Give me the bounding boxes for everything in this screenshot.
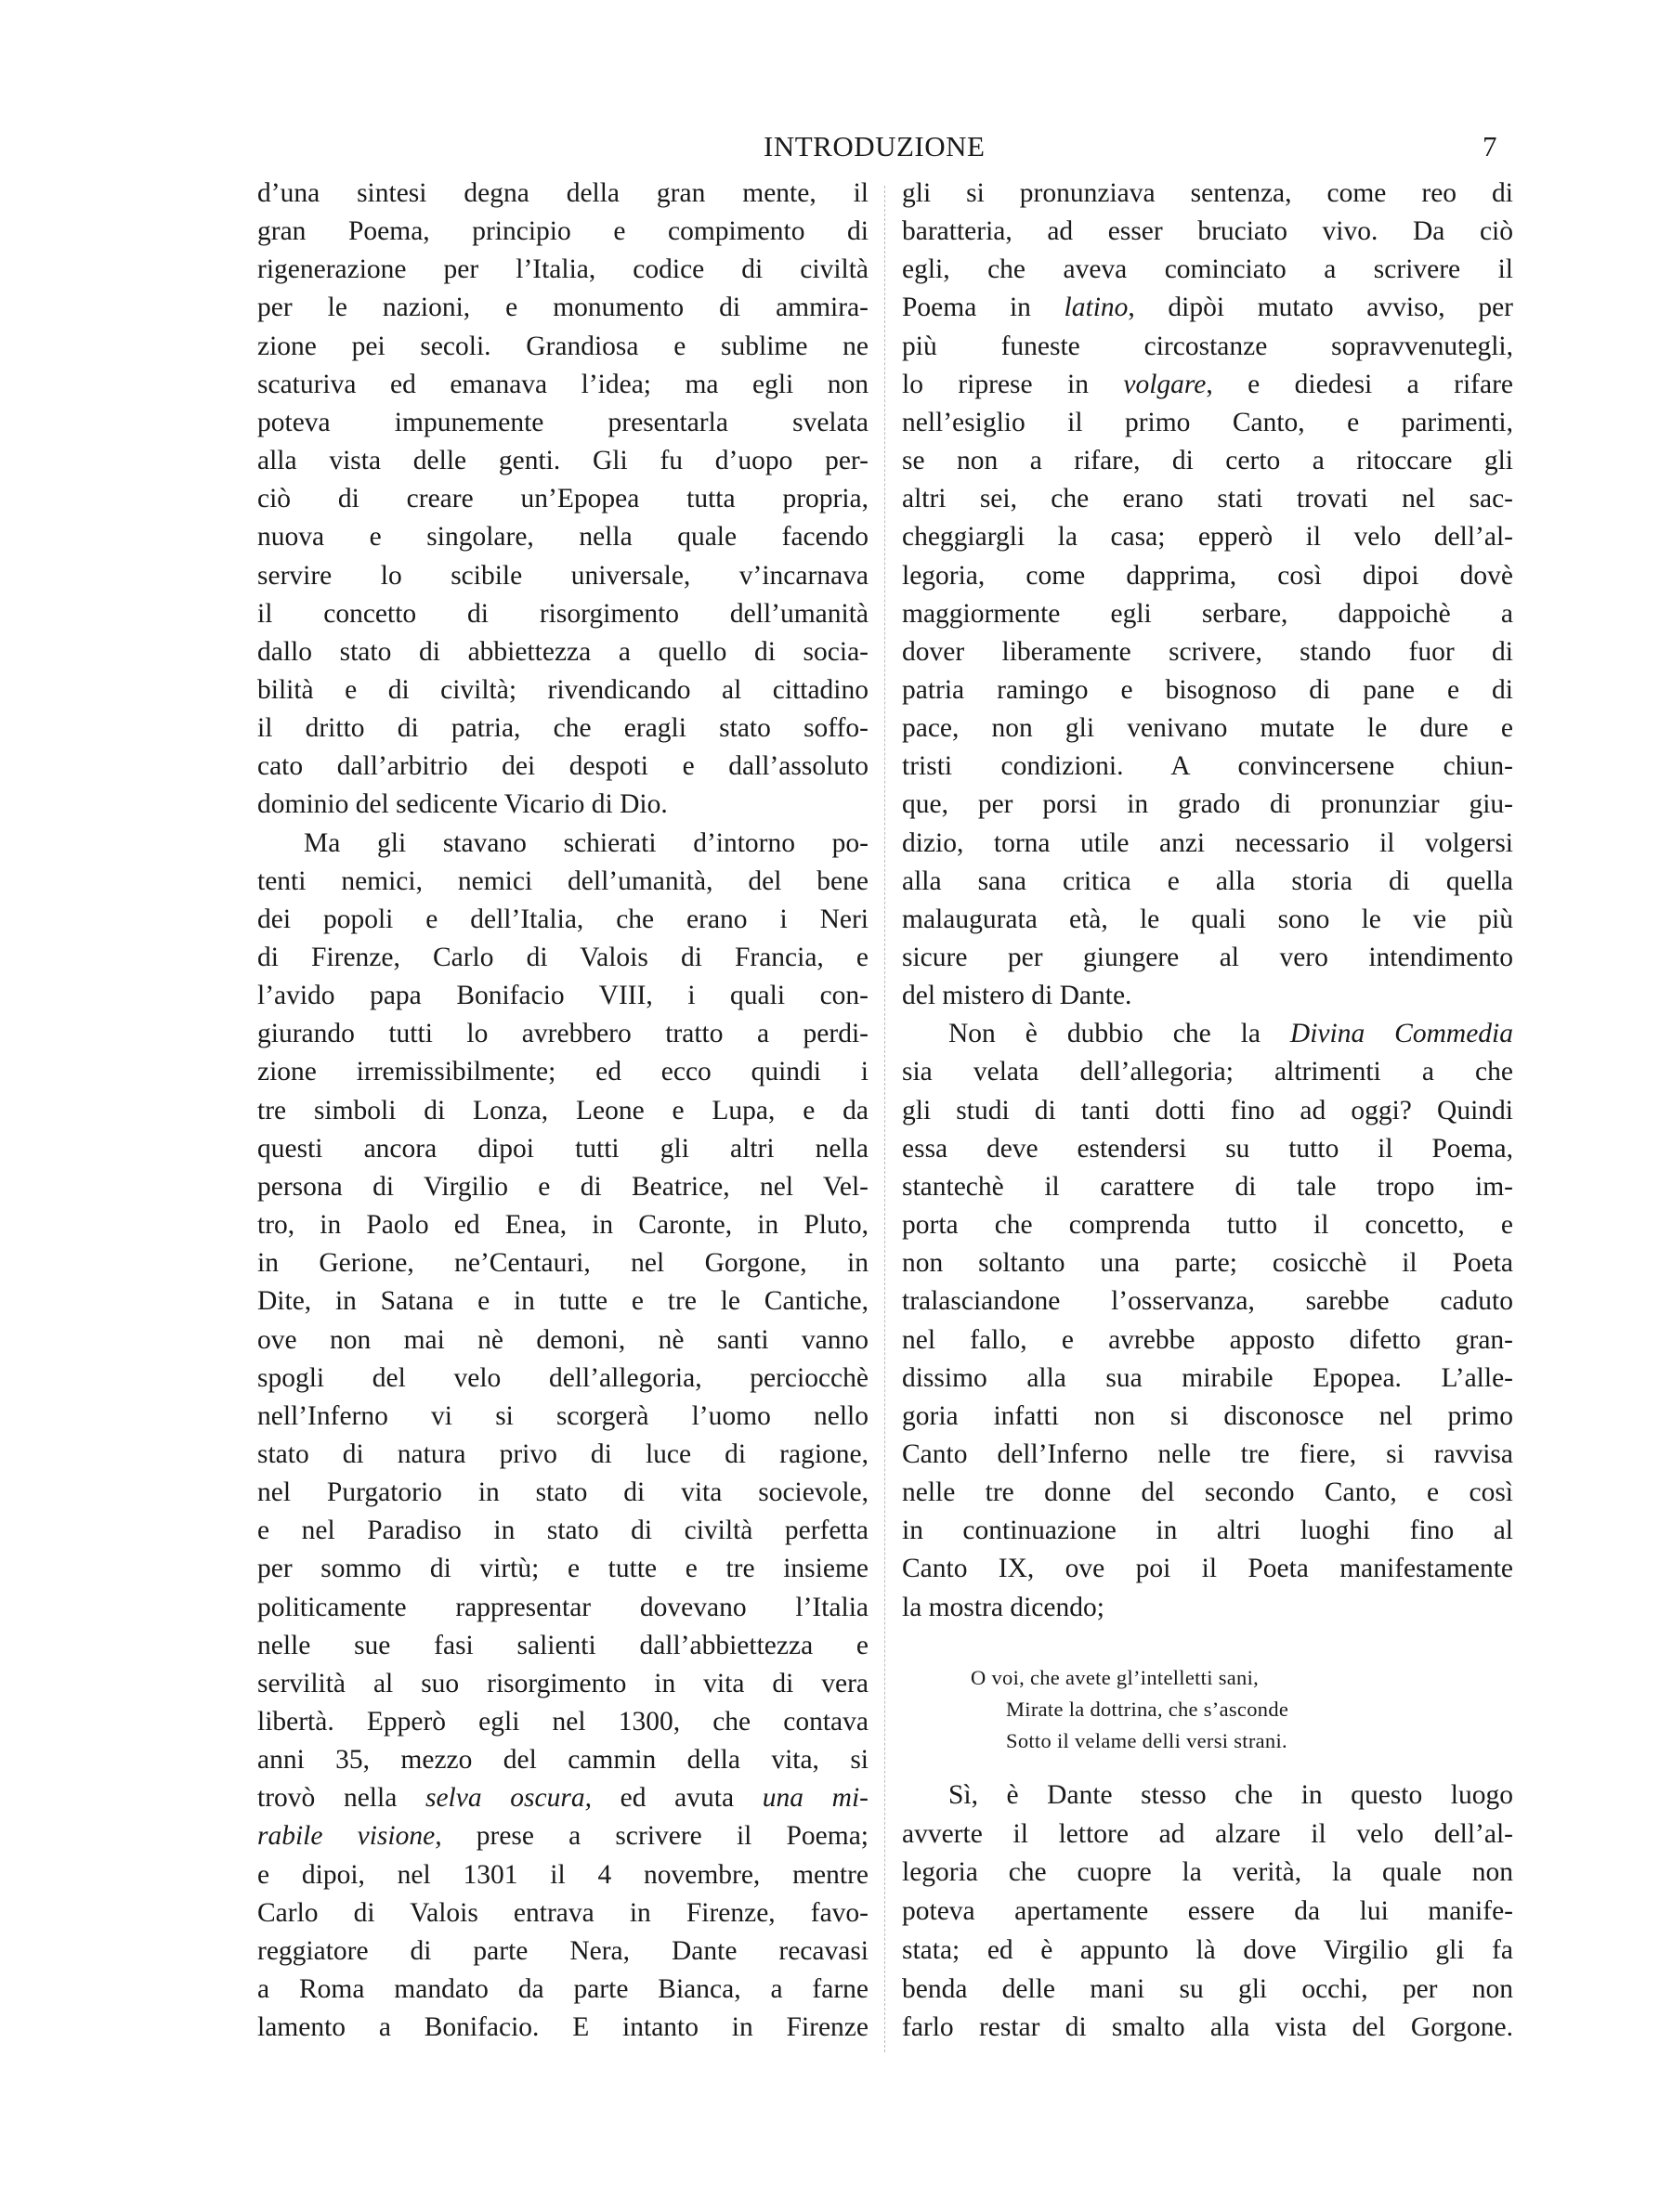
text-line: Canto dell’Inferno nelle tre fiere, si ravvisa [902,1438,1513,1469]
italic-text: Divina Commedia [1289,1019,1513,1049]
text-segment: ed avuta [591,1783,763,1814]
text-line [902,1017,1513,1050]
text-line: poteva impunemente presentarla svelata [257,407,869,437]
text-line [257,1819,869,1853]
text-line: baratteria, ad esser bruciato vivo. Da ciò [902,216,1513,247]
text-line: gli studi di tanti dotti fino ad oggi? Quindi [902,1095,1513,1126]
text-line: d’una sintesi degna della gran mente, il [257,178,869,208]
text-line: alla sana critica e alla storia di quella [902,865,1513,896]
text-line: servire lo scibile universale, v’incarnava [257,560,869,591]
text-line: nel fallo, e avrebbe apposto difetto gran- [902,1324,1513,1355]
italic-text: rabile visione, [257,1821,442,1852]
text-line: pace, non gli venivano mutate le dure e [902,713,1513,744]
text-line: tristi condizioni. A convincersene chiun- [902,751,1513,782]
text-line: avverte il lettore ad alzare il velo dell’al- [902,1818,1513,1849]
text-line: libertà. Epperò egli nel 1300, che contava [257,1707,869,1737]
text-line: tralasciandone l’osservanza, sarebbe caduto [902,1286,1513,1317]
verse-line: Sotto il velame delli versi strani. [1006,1729,1287,1752]
text-line: più funeste circostanze sopravvenutegli, [902,331,1513,361]
text-line: dover liberamente scrivere, stando fuor di [902,636,1513,667]
text-line: per le nazioni, e monumento di ammira- [257,293,869,323]
text-line: per sommo di virtù; e tutte e tre insieme [257,1554,869,1584]
text-line: tro, in Paolo ed Enea, in Caronte, in Pluto, [257,1210,869,1241]
text-line: dallo stato di abbiettezza a quello di socia- [257,636,869,667]
text-line: malaugurata età, le quali sono le vie più [902,904,1513,934]
text-line: persona di Virgilio e di Beatrice, nel Vel- [257,1171,869,1202]
text-line: altri sei, che erano stati trovati nel sac- [902,484,1513,514]
column-divider [884,186,885,2052]
text-line: stantechè il carattere di tale tropo im- [902,1171,1513,1202]
text-line: in Gerione, ne’Centauri, nel Gorgone, in [257,1248,869,1279]
text-line: e dipoi, nel 1301 il 4 novembre, mentre [257,1859,869,1890]
text-line: tenti nemici, nemici dell’umanità, del bene [257,865,869,896]
text-line: lamento a Bonifacio. E intanto in Firenze [257,2012,869,2043]
text-line: nelle tre donne del secondo Canto, e così [902,1477,1513,1508]
text-line: ciò di creare un’Epopea tutta propria, [257,484,869,514]
italic-text: volgare [1123,369,1207,399]
text-segment: lo riprese in [902,369,1124,399]
text-line: a Roma mandato da parte Bianca, a farne [257,1974,869,2005]
text-line: non soltanto una parte; cosicchè il Poeta [902,1248,1513,1279]
italic-text: selva oscura, [425,1783,592,1814]
text-line: di Firenze, Carlo di Valois di Francia, e [257,943,869,972]
text-line: giurando tutti lo avrebbero tratto a perdi- [257,1019,869,1049]
text-line: del mistero di Dante. [902,981,1132,1011]
text-line: nell’esiglio il primo Canto, e parimenti, [902,407,1513,437]
text-line: Sì, è Dante stesso che in questo luogo [948,1780,1513,1810]
text-line: se non a rifare, di certo a ritoccare gli [902,446,1513,476]
text-line: e nel Paradiso in stato di civiltà perfetta [257,1516,869,1546]
text-line: nuova e singolare, nella quale facendo [257,522,869,553]
text-segment: trovò nella [257,1783,425,1814]
text-line: tre simboli di Lonza, Leone e Lupa, e da [257,1095,869,1126]
text-line: essa deve estendersi su tutto il Poema, [902,1133,1513,1164]
text-line: dissimo alla sua mirabile Epopea. L’alle- [902,1362,1513,1393]
text-line: stato di natura privo di luce di ragione, [257,1438,869,1469]
text-segment: prese a scrivere il Poema; [441,1821,869,1852]
text-line: nell’Inferno vi si scorgerà l’uomo nello [257,1400,869,1431]
text-segment: Poema in [902,293,1065,323]
text-line: sia velata dell’allegoria; altrimenti a che [902,1057,1513,1087]
running-header-title: INTRODUZIONE [764,130,986,163]
text-line [902,291,1513,324]
text-line: il dritto di patria, che eragli stato soffo- [257,713,869,744]
text-line: Carlo di Valois entrava in Firenze, favo- [257,1897,869,1928]
text-line: l’avido papa Bonifacio VIII, i quali con- [257,981,869,1011]
text-line: politicamente rappresentar dovevano l’Italia [257,1592,869,1622]
text-line: stata; ed è appunto là dove Virgilio gli fa [902,1934,1513,1965]
text-line: nelle sue fasi salienti dall’abbiettezza e [257,1630,869,1660]
text-line: rigenerazione per l’Italia, codice di civiltà [257,254,869,285]
text-line: spogli del velo dell’allegoria, perciocchè [257,1362,869,1393]
text-line: servilità al suo risorgimento in vita di vera [257,1668,869,1698]
text-line: nel Purgatorio in stato di vita socievole, [257,1477,869,1508]
text-line: zione pei secoli. Grandiosa e sublime ne [257,331,869,361]
text-line: goria infatti non si disconosce nel primo [902,1400,1513,1431]
text-line: Ma gli stavano schierati d’intorno po- [304,827,869,858]
text-line: legoria, come dapprima, così dipoi dovè [902,560,1513,591]
text-line: reggiatore di parte Nera, Dante recavasi [257,1935,869,1966]
text-line: zione irremissibilmente; ed ecco quindi i [257,1057,869,1087]
text-line: poteva apertamente essere da lui manife- [902,1896,1513,1927]
italic-text: una mi- [762,1783,869,1814]
text-line: maggiormente egli serbare, dappoichè a [902,598,1513,629]
text-line: Dite, in Satana e in tutte e tre le Cantiche, [257,1286,869,1317]
text-line: cato dall’arbitrio dei despoti e dall’assoluto [257,751,869,782]
text-line: dei popoli e dell’Italia, che erano i Neri [257,904,869,934]
text-line: il concetto di risorgimento dell’umanità [257,598,869,629]
text-line: porta che comprenda tutto il concetto, e [902,1210,1513,1241]
text-line [902,368,1513,401]
text-line: scaturiva ed emanava l’idea; ma egli non [257,369,869,399]
text-line: alla vista delle genti. Gli fu d’uopo per- [257,446,869,476]
text-line: dizio, torna utile anzi necessario il volgersi [902,827,1513,858]
text-line: patria ramingo e bisognoso di pane e di [902,674,1513,705]
text-line: sicure per giungere al vero intendimento [902,943,1513,972]
text-line: gli si pronunziava sentenza, come reo di [902,178,1513,208]
text-line: gran Poema, principio e compimento di [257,216,869,247]
text-line: que, per porsi in grado di pronunziar giu- [902,789,1513,820]
text-line: bilità e di civiltà; rivendicando al cittadino [257,674,869,705]
text-line: farlo restar di smalto alla vista del Gorgone. [902,2012,1513,2043]
verse-line: Mirate la dottrina, che s’asconde [1006,1698,1289,1721]
text-line: ove non mai nè demoni, nè santi vanno [257,1324,869,1355]
text-line: dominio del sedicente Vicario di Dio. [257,789,668,820]
page-number: 7 [1483,130,1497,163]
text-line: benda delle mani su gli occhi, per non [902,1973,1513,2004]
text-line: legoria che cuopre la verità, la quale non [902,1857,1513,1888]
text-line [257,1781,869,1815]
text-line: cheggiargli la casa; epperò il velo dell’al- [902,522,1513,553]
text-segment: , dipòi mutato avviso, per [1128,293,1513,323]
verse-line: O voi, che avete gl’intelletti sani, [971,1666,1260,1689]
text-segment: Non è dubbio che la [948,1019,1290,1049]
text-line: la mostra dicendo; [902,1592,1104,1622]
text-line: questi ancora dipoi tutti gli altri nella [257,1133,869,1164]
text-line: in continuazione in altri luoghi fino al [902,1516,1513,1546]
italic-text: latino [1064,293,1129,323]
text-line: egli, che aveva cominciato a scrivere il [902,254,1513,285]
text-line: Canto IX, ove poi il Poeta manifestamente [902,1554,1513,1584]
text-line: anni 35, mezzo del cammin della vita, si [257,1745,869,1776]
text-segment: , e diedesi a rifare [1206,369,1513,399]
